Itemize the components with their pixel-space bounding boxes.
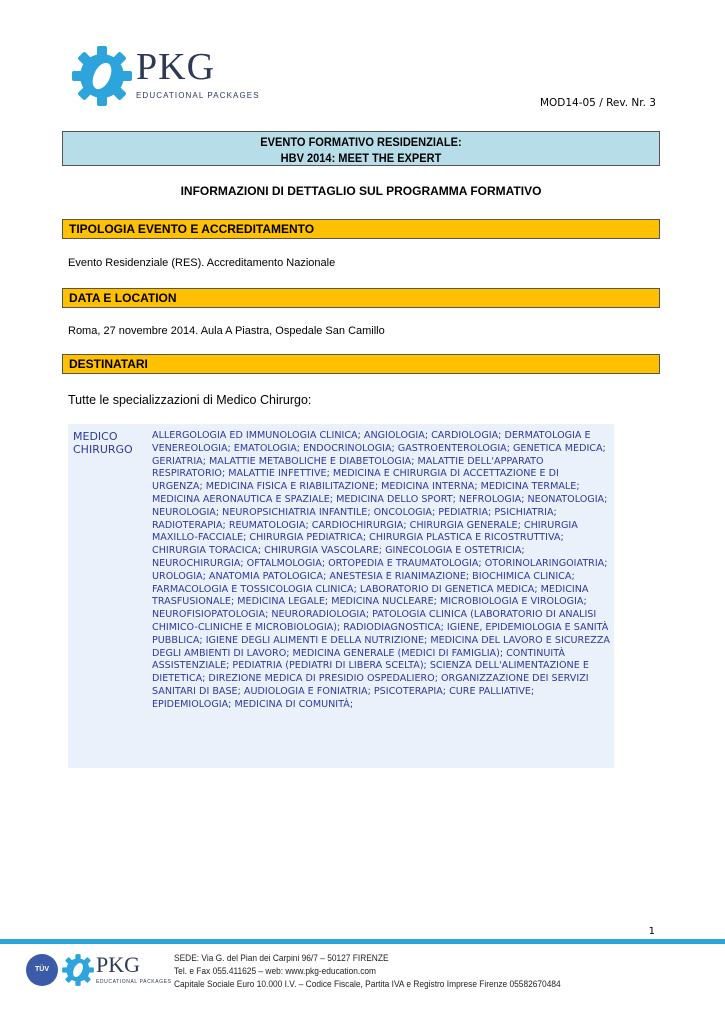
footer-address: SEDE: Via G. del Pian dei Carpini 96/7 – 50127 FIRENZE xyxy=(174,953,389,964)
section-heading-destinatari: DESTINATARI xyxy=(62,354,660,374)
footer-logo-name: PKG xyxy=(96,952,141,977)
section-heading-data-location: DATA E LOCATION xyxy=(62,288,660,308)
footer-contacts: Tel. e Fax 055.411625 – web: www.pkg-education.com xyxy=(174,966,377,977)
footer-company-info xyxy=(174,952,613,991)
tipologia-text: Evento Residenziale (RES). Accreditamento Nazionale xyxy=(68,257,336,269)
page-subtitle: INFORMAZIONI DI DETTAGLIO SUL PROGRAMMA FORMATIVO xyxy=(180,184,542,198)
footer-divider xyxy=(0,939,725,944)
footer-gear-logo-icon xyxy=(62,952,94,988)
specializations-label: MEDICO CHIRURGO xyxy=(73,430,133,456)
page-number: 1 xyxy=(648,926,655,937)
pkg-logo xyxy=(72,42,262,110)
destinatari-intro: Tutte le specializzazioni di Medico Chirurgo: xyxy=(68,393,312,407)
footer-legal: Capitale Sociale Euro 10.000 I.V. – Codice Fiscale, Partita IVA e Registro Imprese Firenze 05582670484 xyxy=(174,979,561,990)
event-title-box xyxy=(62,131,660,166)
event-title-line1: EVENTO FORMATIVO RESIDENZIALE: xyxy=(260,135,462,149)
logo-name: PKG xyxy=(136,46,216,88)
event-title-line2: HBV 2014: MEET THE EXPERT xyxy=(280,151,442,165)
data-location-text: Roma, 27 novembre 2014. Aula A Piastra, Ospedale San Camillo xyxy=(68,325,385,337)
certification-badge-icon: TÜV xyxy=(26,954,58,986)
section-heading-tipologia: TIPOLOGIA EVENTO E ACCREDITAMENTO xyxy=(62,219,660,239)
specializations-list: ALLERGOLOGIA ED IMMUNOLOGIA CLINICA; ANGIOLOGIA; CARDIOLOGIA; DERMATOLOGIA E VENEREOLOGIA; EMATOLOGIA; ENDOCRINOLOGIA; GASTROENTEROLOGIA; GENETICA MEDICA; GERIATRIA; MALATTIE METABOLICHE E DIABETOLOGIA; MALATTIE DELL'APPARATO RESPIRATORIO; MALATTIE INFETTIVE; MEDICINA E CHIRURGIA DI ACCETTAZIONE E DI URGENZA; MEDICINA FISICA E RIABILITAZIONE; MEDICINA INTERNA; MEDICINA TERMALE; MEDICINA AERONAUTICA E SPAZIALE; MEDICINA DELLO SPORT; NEFROLOGIA; NEONATOLOGIA; NEUROLOGIA; NEUROPSICHIATRIA INFANTILE; ONCOLOGIA; PEDIATRIA; PSICHIATRIA; RADIOTERAPIA; REUMATOLOGIA; CARDIOCHIRURGIA; CHIRURGIA GENERALE; CHIRURGIA MAXILLO-FACCIALE; CHIRURGIA PEDIATRICA; CHIRURGIA PLASTICA E RICOSTRUTTIVA; CHIRURGIA TORACICA; CHIRURGIA VASCOLARE; GINECOLOGIA E OSTETRICIA; NEUROCHIRURGIA; OFTALMOLOGIA; ORTOPEDIA E TRAUMATOLOGIA; OTORINOLARINGOIATRIA; UROLOGIA; ANATOMIA PATOLOGICA; ANESTESIA E RIANIMAZIONE; BIOCHIMICA CLINICA; FARMACOLOGIA E TOSSICOLOGIA CLINICA; LABORATORIO DI GENETICA MEDICA; MEDICINA TRASFUSIONALE; MEDICINA LEGALE; MEDICINA NUCLEARE; MICROBIOLOGIA E VIROLOGIA; NEUROFISIOPATOLOGIA; NEURORADIOLOGIA; PATOLOGIA CLINICA (LABORATORIO DI ANALISI CHIMICO-CLINICHE E MICROBIOLOGIA); RADIODIAGNOSTICA; IGIENE, EPIDEMIOLOGIA E SANITÀ PUBBLICA; IGIENE DEGLI ALIMENTI E DELLA NUTRIZIONE; MEDICINA DEL LAVORO E SICUREZZA DEGLI AMBIENTI DI LAVORO; MEDICINA GENERALE (MEDICI DI FAMIGLIA); CONTINUITÀ ASSISTENZIALE; PEDIATRIA (PEDIATRI DI LIBERA SCELTA); SCIENZA DELL'ALIMENTAZIONE E DIETETICA; DIREZIONE MEDICA DI PRESIDIO OSPEDALIERO; ORGANIZZAZIONE DEI SERVIZI SANITARI DI BASE; AUDIOLOGIA E FONIATRIA; PSICOTERAPIA; CURE PALLIATIVE; EPIDEMIOLOGIA; MEDICINA DI COMUNITÀ; xyxy=(152,430,610,710)
footer-logo-tagline: EDUCATIONAL PACKAGES xyxy=(96,979,172,985)
document-reference: MOD14-05 / Rev. Nr. 3 xyxy=(539,97,656,109)
logo-tagline: EDUCATIONAL PACKAGES xyxy=(136,91,260,100)
specializations-table xyxy=(68,424,614,768)
footer-logo xyxy=(26,952,172,992)
gear-logo-icon xyxy=(72,42,132,110)
